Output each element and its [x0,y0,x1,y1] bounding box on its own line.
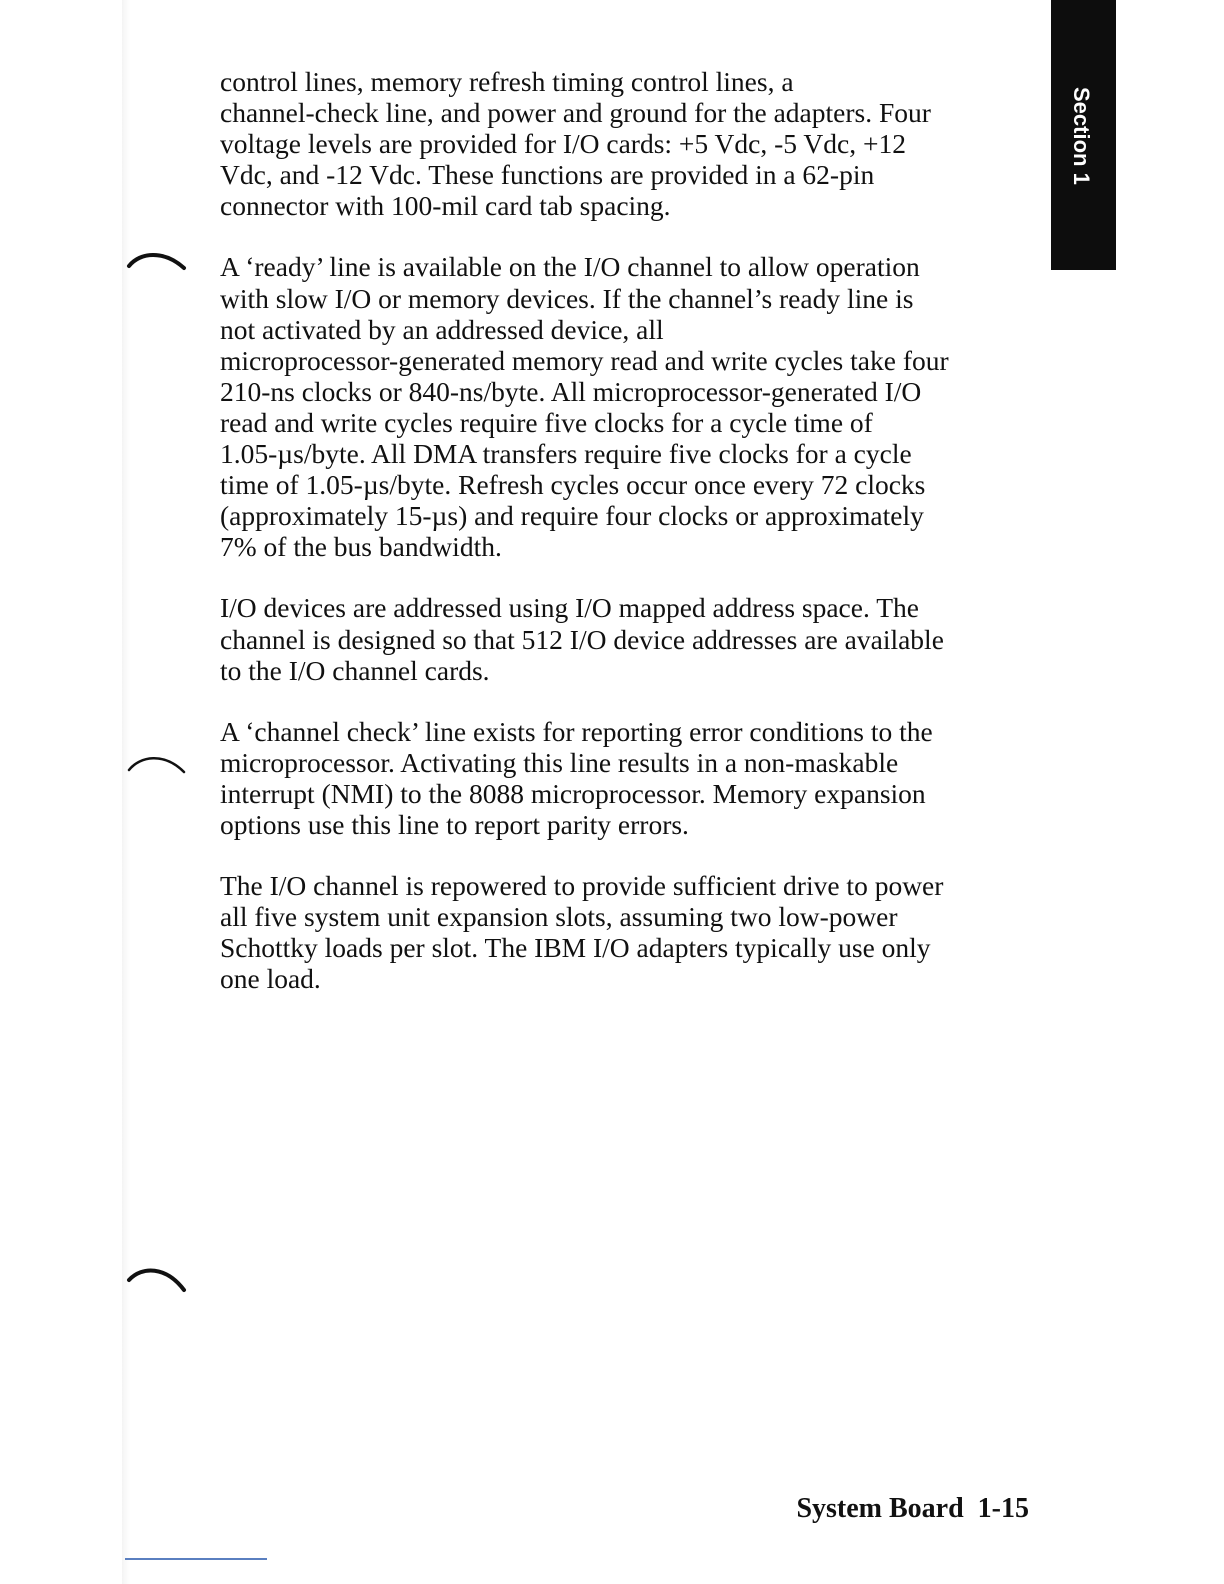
text-line: channel is designed so that 512 I/O device addresses are available [220,623,944,655]
text-line: time of 1.05-µs/byte. Refresh cycles occur once every 72 clocks [220,469,926,501]
text-line: read and write cycles require five clocks for a cycle time of [220,406,873,438]
text-line: 1.05-µs/byte. All DMA transfers require five clocks for a cycle [220,438,912,470]
text-line: voltage levels are provided for I/O cards: +5 Vdc, -5 Vdc, +12 [220,128,906,160]
text-line: 7% of the bus bandwidth. [220,531,502,563]
text-line: microprocessor-generated memory read and write cycles take four [220,344,949,376]
paragraph-ready-line [220,251,1040,562]
text-line: with slow I/O or memory devices. If the channel’s ready line is [220,282,914,314]
paragraph-channel-check [220,716,1040,840]
paragraph-io-addressing [220,592,1040,685]
text-line: (approximately 15-µs) and require four clocks or approximately [220,500,924,532]
text-line: control lines, memory refresh timing control lines, a [220,66,794,97]
text-line: 210-ns clocks or 840-ns/byte. All microprocessor-generated I/O [220,375,922,407]
paragraph-repowered [220,870,1040,994]
text-line: microprocessor. Activating this line results in a non-maskable [220,746,899,778]
text-line: I/O devices are addressed using I/O mapped address space. The [220,592,919,624]
page-edge-shadow [122,0,130,1584]
page-number: 1-15 [977,1493,1029,1524]
page-footer [796,1492,1029,1526]
text-line: Schottky loads per slot. The IBM I/O adapters typically use only [220,932,931,964]
text-line: to the I/O channel cards. [220,654,490,686]
paragraph-io-channel-lines [220,66,1040,221]
binder-hole-mark-bottom [126,1264,188,1294]
text-line: A ‘channel check’ line exists for reporting error conditions to the [220,715,933,747]
section-tab-label: Section 1 [1069,87,1094,185]
text-line: interrupt (NMI) to the 8088 microprocessor. Memory expansion [220,777,926,809]
text-line: A ‘ready’ line is available on the I/O channel to allow operation [220,251,920,283]
text-line: not activated by an addressed device, all [220,313,664,345]
text-line: The I/O channel is repowered to provide sufficient drive to power [220,870,944,902]
text-line: Vdc, and -12 Vdc. These functions are provided in a 62-pin [220,159,875,191]
binder-hole-mark-top [126,246,188,276]
text-line: options use this line to report parity errors. [220,808,689,840]
text-line: channel-check line, and power and ground for the adapters. Four [220,97,931,129]
text-line: one load. [220,963,321,995]
footer-title: System Board [796,1493,964,1524]
bottom-rule [125,1558,267,1560]
text-line: connector with 100-mil card tab spacing. [220,190,671,222]
text-line: all five system unit expansion slots, assuming two low-power [220,901,898,933]
body-text [220,66,1040,1024]
binder-hole-mark-middle [126,748,188,778]
